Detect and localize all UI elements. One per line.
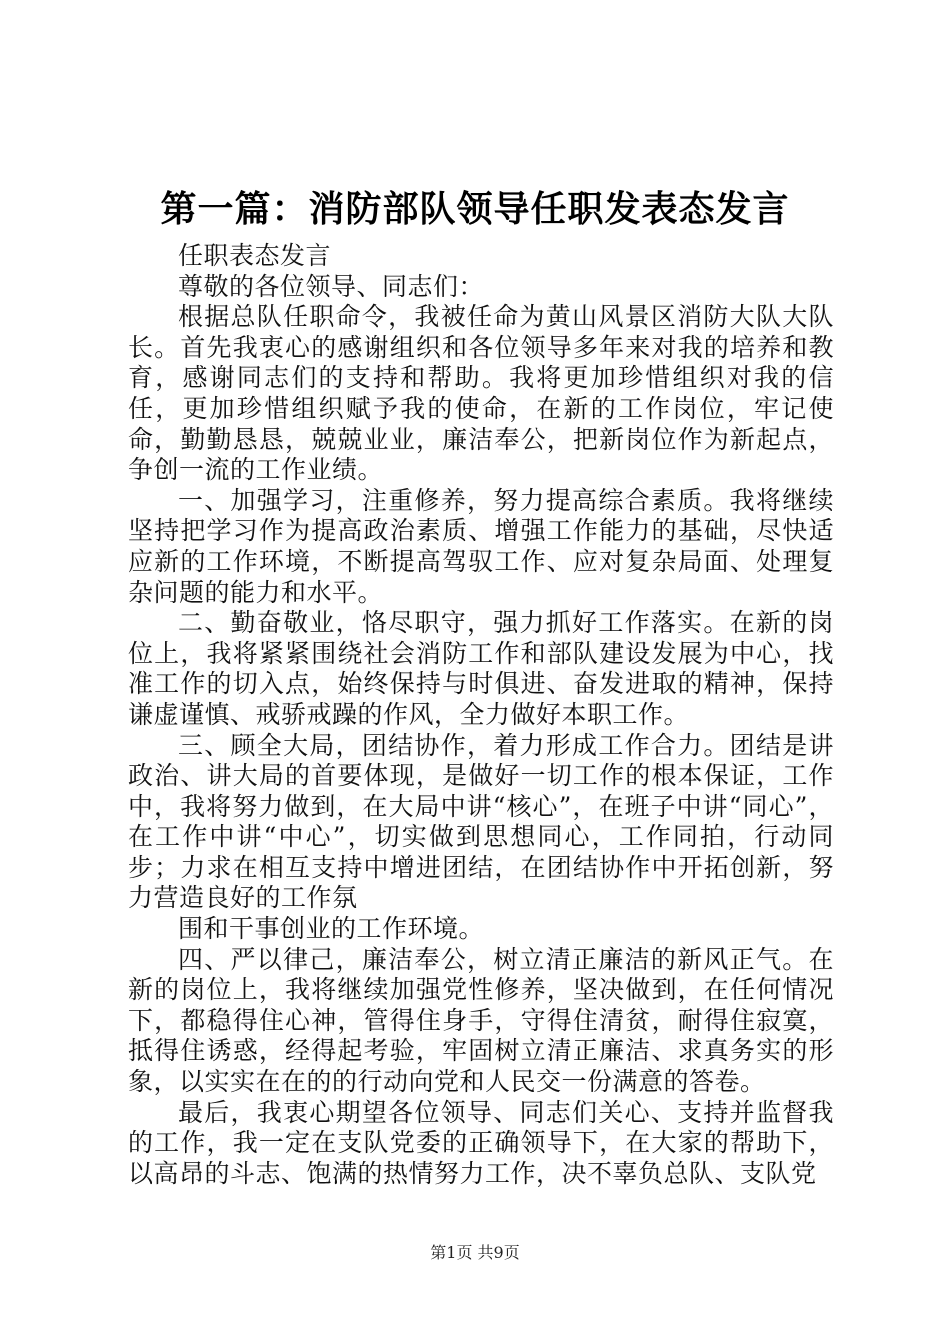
point-three-continued-paragraph: 围和干事创业的工作环境。 [178, 914, 485, 944]
document-title: 第一篇：消防部队领导任职发表态发言 [160, 188, 790, 230]
closing-paragraph: 最后，我衷心期望各位领导、同志们关心、支持并监督我的工作，我一定在支队党委的正确领导下，在大家的帮助下，以高昂的斗志、饱满的热情努力工作，决不辜负总队、支队党 [128, 1097, 834, 1188]
document-body [128, 241, 834, 1189]
point-one-paragraph: 一、加强学习，注重修养，努力提高综合素质。我将继续坚持把学习作为提高政治素质、增强工作能力的基础，尽快适应新的工作环境，不断提高驾驭工作、应对复杂局面、处理复杂问题的能力和水平。 [128, 485, 834, 607]
point-four-paragraph: 四、严以律己，廉洁奉公，树立清正廉洁的新风正气。在新的岗位上，我将继续加强党性修养，坚决做到，在任何情况下，都稳得住心神，管得住身手，守得住清贫，耐得住寂寞，抵得住诱惑，经得起考验，牢固树立清正廉洁、求真务实的形象，以实实在在的的行动向党和人民交一份满意的答卷。 [128, 944, 834, 1097]
page-number-footer: 第1页 共9页 [430, 1243, 520, 1262]
intro-paragraph: 根据总队任职命令，我被任命为黄山风景区消防大队大队长。首先我衷心的感谢组织和各位领导多年来对我的培养和教育，感谢同志们的支持和帮助。我将更加珍惜组织对我的信任，更加珍惜组织赋予我的使命，在新的工作岗位，牢记使命，勤勤恳恳，兢兢业业，廉洁奉公，把新岗位作为新起点，争创一流的工作业绩。 [128, 302, 834, 485]
salutation-paragraph: 尊敬的各位领导、同志们： [178, 271, 485, 301]
point-two-paragraph: 二、勤奋敬业，恪尽职守，强力抓好工作落实。在新的岗位上，我将紧紧围绕社会消防工作和部队建设发展为中心，找准工作的切入点，始终保持与时俱进、奋发进取的精神，保持谦虚谨慎、戒骄戒躁的作风，全力做好本职工作。 [128, 608, 834, 729]
point-three-paragraph: 三、顾全大局，团结协作，着力形成工作合力。团结是讲政治、讲大局的首要体现，是做好一切工作的根本保证，工作中，我将努力做到，在大局中讲“核心”，在班子中讲“同心”，在工作中讲“中心”，切实做到思想同心，工作同拍，行动同步；力求在相互支持中增进团结，在团结协作中开拓创新，努力营造良好的工作氛 [128, 730, 834, 913]
subtitle-paragraph: 任职表态发言 [178, 241, 332, 270]
